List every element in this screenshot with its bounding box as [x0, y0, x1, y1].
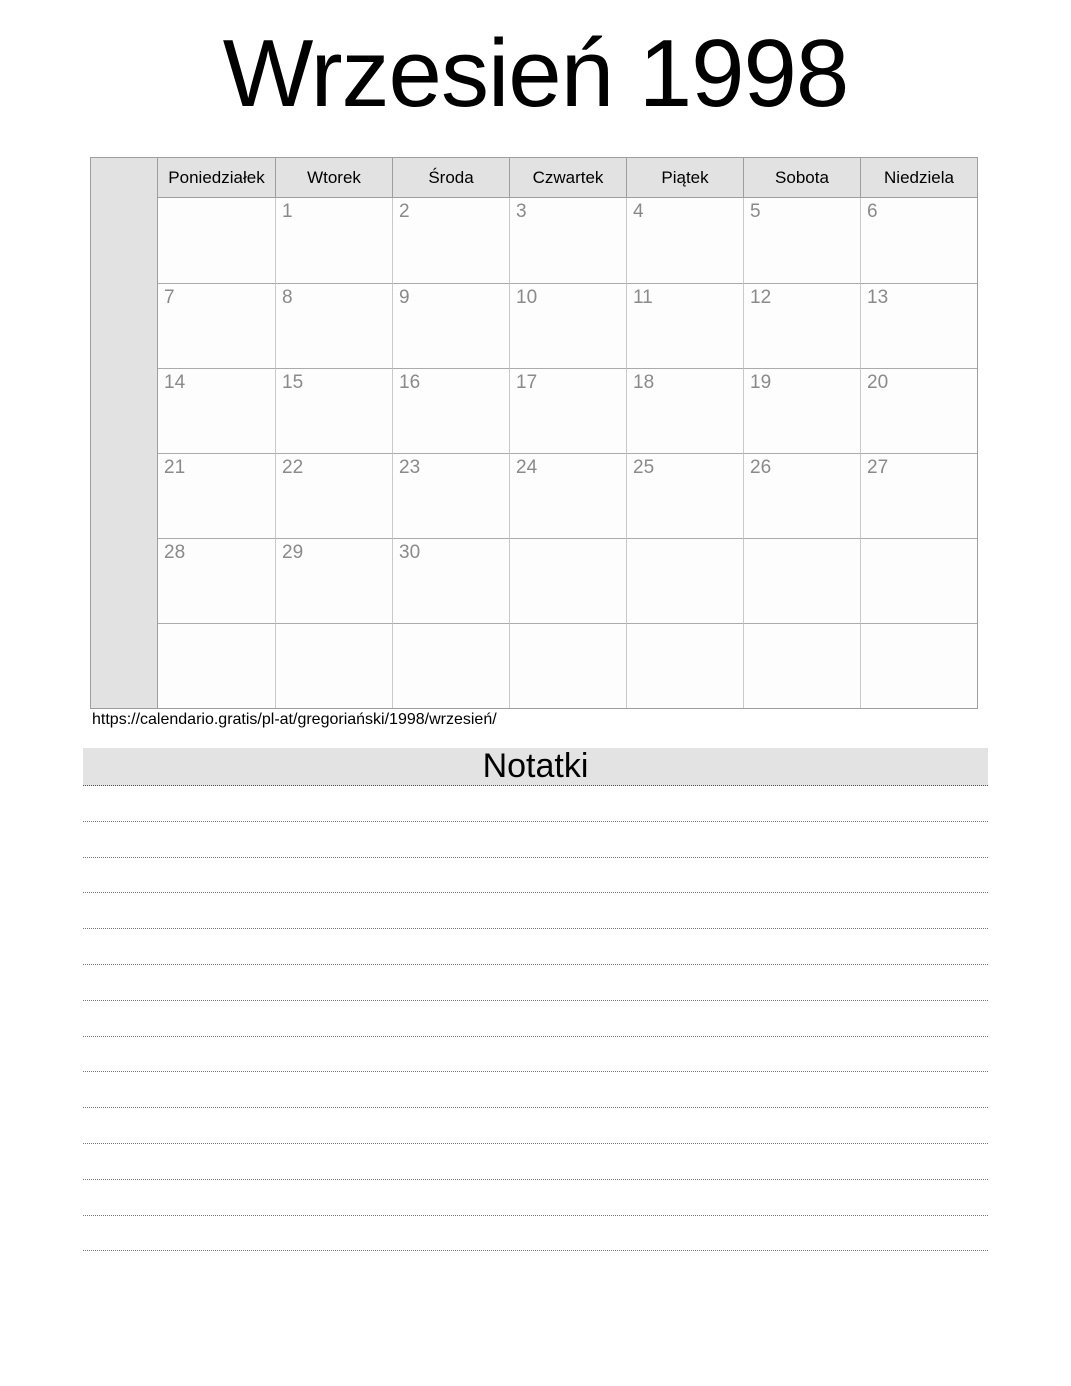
note-line [83, 858, 988, 894]
day-cell: 21 [158, 453, 275, 538]
day-header: Sobota [743, 158, 860, 198]
day-cell: 5 [743, 198, 860, 283]
notes-title: Notatki [482, 747, 589, 785]
day-cell: 26 [743, 453, 860, 538]
day-cell: 30 [392, 538, 509, 623]
notes-lines [83, 786, 988, 1251]
day-cell: 25 [626, 453, 743, 538]
note-line [83, 1180, 988, 1216]
day-cell-empty [743, 623, 860, 708]
day-cell-empty [860, 538, 977, 623]
day-cell-empty [509, 623, 626, 708]
day-header: Niedziela [860, 158, 977, 198]
day-cell: 13 [860, 283, 977, 368]
source-url: https://calendario.gratis/pl-at/gregoriański/1998/wrzesień/ [92, 711, 497, 728]
day-cell: 6 [860, 198, 977, 283]
note-line [83, 1072, 988, 1108]
day-cell-empty [509, 538, 626, 623]
note-line [83, 1144, 988, 1180]
note-line [83, 1001, 988, 1037]
day-cell-empty [158, 198, 275, 283]
day-cell: 15 [275, 368, 392, 453]
day-cell: 4 [626, 198, 743, 283]
note-line [83, 929, 988, 965]
day-header: Poniedziałek [158, 158, 275, 198]
note-line [83, 786, 988, 822]
day-cell: 10 [509, 283, 626, 368]
day-cell: 8 [275, 283, 392, 368]
day-cell: 11 [626, 283, 743, 368]
day-cell: 20 [860, 368, 977, 453]
notes-header [83, 748, 988, 786]
calendar-table [90, 157, 978, 709]
note-line [83, 893, 988, 929]
day-cell: 18 [626, 368, 743, 453]
day-cell: 28 [158, 538, 275, 623]
note-line [83, 1216, 988, 1252]
day-cell-empty [860, 623, 977, 708]
note-line [83, 1108, 988, 1144]
page-title: Wrzesień 1998 [222, 20, 849, 127]
day-cell: 7 [158, 283, 275, 368]
note-line [83, 822, 988, 858]
day-header: Środa [392, 158, 509, 198]
day-header: Piątek [626, 158, 743, 198]
day-cell: 29 [275, 538, 392, 623]
day-cell: 2 [392, 198, 509, 283]
note-line [83, 1037, 988, 1073]
day-cell: 9 [392, 283, 509, 368]
day-cell: 3 [509, 198, 626, 283]
day-cell: 12 [743, 283, 860, 368]
day-cell: 27 [860, 453, 977, 538]
day-cell-empty [743, 538, 860, 623]
day-header: Wtorek [275, 158, 392, 198]
day-cell-empty [626, 623, 743, 708]
day-cell: 19 [743, 368, 860, 453]
note-line [83, 965, 988, 1001]
day-cell: 16 [392, 368, 509, 453]
day-header: Czwartek [509, 158, 626, 198]
day-cell: 14 [158, 368, 275, 453]
day-cell: 23 [392, 453, 509, 538]
day-cell: 22 [275, 453, 392, 538]
day-cell: 17 [509, 368, 626, 453]
day-cell-empty [392, 623, 509, 708]
day-cell-empty [275, 623, 392, 708]
calendar-side-column [91, 158, 158, 708]
day-cell-empty [626, 538, 743, 623]
day-cell-empty [158, 623, 275, 708]
day-cell: 24 [509, 453, 626, 538]
day-cell: 1 [275, 198, 392, 283]
